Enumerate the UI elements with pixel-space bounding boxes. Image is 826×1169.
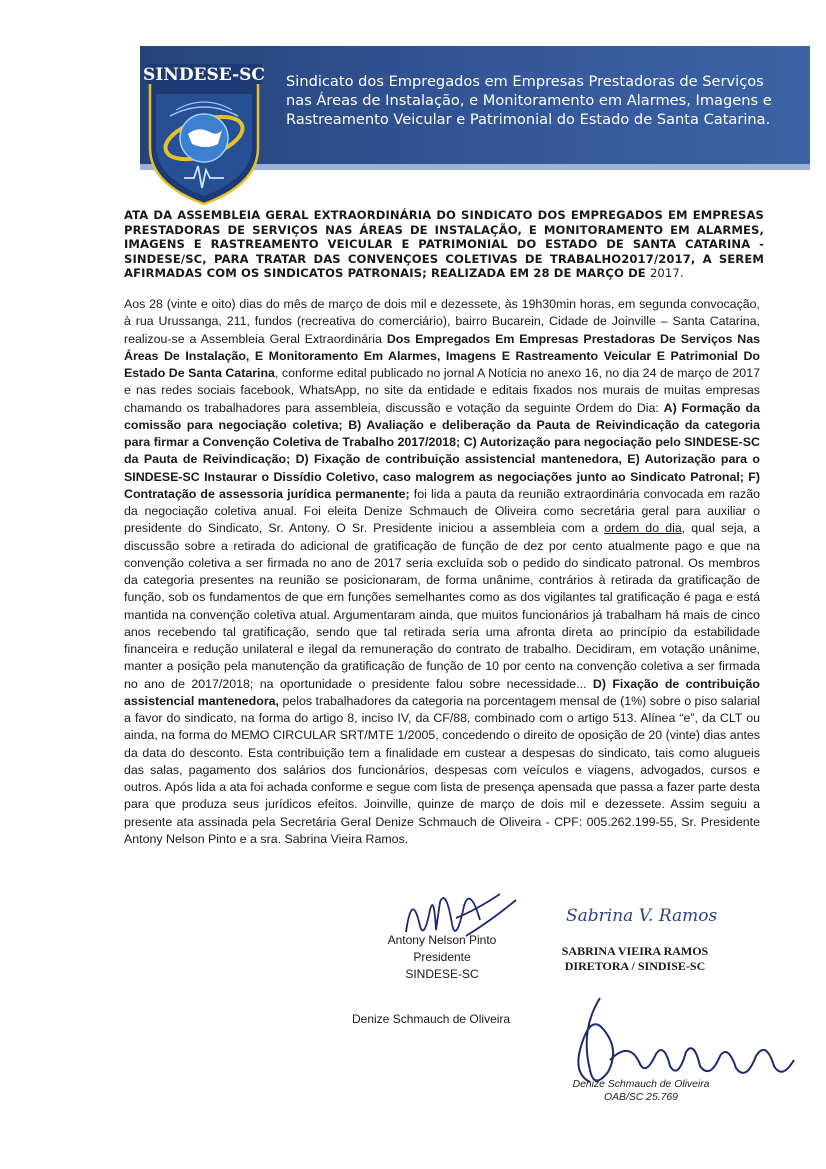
body-bold-item-d: D) Fixação de contribuição assistencial mantenedora, (124, 676, 761, 708)
document-body (124, 296, 760, 848)
sabrina-name: SABRINA VIEIRA RAMOS (561, 944, 709, 958)
signature-antony (372, 932, 512, 983)
organization-name (286, 72, 806, 129)
body-text-2: , conforme edital publicado no jornal A Notícia no anexo 16, no dia 24 de março de 2017 e nas redes sociais facebook, WhatsApp, no site da entidade e editais fixados nos murais de muitas empresas chamando os trabalhadores para assembleia, discussão e votação da seguinte Ordem do Dia: (124, 366, 760, 415)
sindese-logo (140, 58, 268, 206)
denize-stamp-name: Denize Schmauch de Oliveira (572, 1079, 710, 1090)
body-text-1: Aos 28 (vinte e oito) dias do mês de março de dois mil e dezessete, às 19h30min horas, em segunda convocação, à rua Urussanga, 211, fundos (recreativa do comerciário), bairro Bucarein, Cidade de Joinville – Santa Catarina, realizou-se a Assembleia Geral Extraordinária (124, 297, 760, 346)
body-bold-union-name: Dos Empregados Em Empresas Prestadoras De Serviços Nas Áreas De Instalação, E Monitoramento Em Alarmes, Imagens E Rastreamento Veicular E Patrimonial Do Estado De Santa Catarina (124, 331, 760, 380)
body-bold-agenda: A) Formação da comissão para negociação coletiva; B) Avaliação e deliberação da Pauta de Reivindicação da categoria para firmar a Convenção Coletiva de Trabalho 2017/2018; C) Autorização para negociação pelo SINDESE-SC da Pauta de Reivindicação; D) Fixação de contribuição assistencial mantenedora, E) Autorização para o SINDESE-SC Instaurar o Dissídio Coletivo, caso malogrem as negociações junto ao Sindicato Patronal; F) Contratação de assessoria jurídica permanente; (124, 400, 760, 501)
denize-name: Denize Schmauch de Oliveira (352, 1012, 511, 1026)
document-title-year: 2017. (649, 266, 684, 281)
denize-stamp-reg: OAB/SC 25.769 (604, 1092, 678, 1103)
organization-line-2: nas Áreas de Instalação, e Monitoramento em Alarmes, Imagens e (286, 92, 772, 109)
body-underline-ordem-do-dia: ordem do dia (604, 521, 682, 536)
signature-sabrina (560, 944, 710, 974)
body-text-4: , qual seja, a discussão sobre a retirada do adicional de gratificação de função de dez por cento atualmente pago e que na convenção coletiva a ser firmada no ano de 2017 seria excluída sob o pedido do sindicato patronal. Os membros da categoria presentes na reunião se posicionaram, de forma unânime, contrários à retirada da gratificação de função, sob os fundamentos de que em funções semelhantes como as dos vigilantes tal gratificação é paga e está mantida na convenção coletiva atual. Argumentaram ainda, que muitos funcionários já trabalham há mais de cinco anos recebendo tal gratificação, sendo que tal retirada seria uma afronta direta ao princípio da estabilidade financeira e redução unilateral e ilegal da remuneração do contrato de trabalho. Decidiram, em votação unânime, manter a posição pela manutenção da gratificação de função de 10 por cento na convenção coletiva a ser firmada no ano de 2017/2018; na oportunidade o presidente falou sobre necessidade... (124, 521, 761, 691)
antony-org: SINDESE-SC (405, 967, 479, 981)
document-title (124, 208, 764, 281)
organization-line-1: Sindicato dos Empregados em Empresas Prestadoras de Serviços (286, 73, 764, 90)
antony-name: Antony Nelson Pinto (387, 933, 497, 947)
document-title-main: ATA DA ASSEMBLEIA GERAL EXTRAORDINÁRIA DO SINDICATO DOS EMPREGADOS EM EMPRESAS PRESTADORAS DE SERVIÇOS NAS ÁREAS DE INSTALAÇÃO, E MONITORAMENTO EM ALARMES, IMAGENS E RASTREAMENTO VEICULAR E PATRIMONIAL DO ESTADO DE SANTA CATARINA - SINDESE/SC, PARA TRATAR DAS CONVENÇOES COLETIVAS DE TRABALHO2017/2017, A SEREM AFIRMADAS COM OS SINDICATOS PATRONAIS; REALIZADA EM 28 DE MARÇO DE (124, 208, 764, 281)
sabrina-role: DIRETORA / SINDISE-SC (564, 959, 706, 973)
organization-line-3: Rastreamento Veicular e Patrimonial do Estado de Santa Catarina. (286, 111, 771, 128)
body-text-5: pelos trabalhadores da categoria na porcentagem mensal de (1%) sobre o piso salarial a favor do sindicato, na forma do artigo 8, inciso IV, da CF/88, combinado com o artigo 513. Alínea “e”, da CLT ou ainda, na forma do MEMO CIRCULAR SRT/MTE 1/2005, concedendo o direito de oposição de 20 (vinte) dias antes da data do desconto. Esta contribuição tem a finalidade em custear a despesas do sindicato, tais como alugueis das salas, pagamento dos salários dos funcionários, despesas com veículos e viagens, advogados, cursos e outros. Após lida a ata foi achada conforme e segue com lista de presença apensada que passa a fazer parte desta para que produza seus jurídicos efeitos. Joinville, quinze de março de dois mil e dezessete. Assim seguiu a presente ata assinada pela Secretária Geral Denize Schmauch de Oliveira - CPF: 005.262.199-55, Sr. Presidente Antony Nelson Pinto e a sra. Sabrina Vieira Ramos. (124, 693, 761, 846)
sabrina-handwritten-signature: Sabrina V. Ramos (566, 906, 718, 926)
denize-stamp (556, 1078, 726, 1104)
body-text-3: foi lida a pauta da reunião extraordinária convocada em razão da negociação coletiva anual. Foi eleita Denize Schmauch de Oliveira como secretária geral para auxiliar o presidente do Sindicato, Sr. Antony. O Sr. Presidente iniciou a assembleia com a (124, 486, 760, 536)
antony-role: Presidente (413, 950, 471, 964)
logo-text: SINDESE-SC (143, 65, 265, 85)
